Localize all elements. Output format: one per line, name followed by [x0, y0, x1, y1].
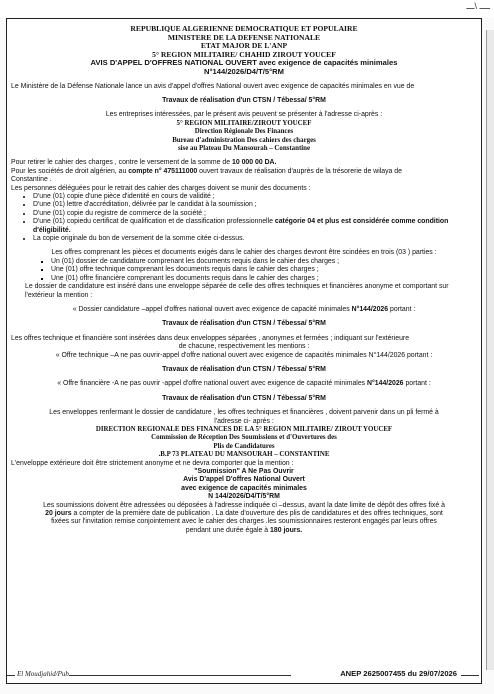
address-line-1: 5° REGION MILITAIRE/ZIROUT YOUCEF [176, 119, 312, 127]
footer-rule-right [461, 675, 479, 676]
submission-line-3: avec exigence de capacités minimales [181, 484, 307, 492]
list-item: ▪ Un (01) dossier de candidature comprenant les documents requis dans le cahier des charges ; [51, 258, 477, 266]
documents-list [11, 193, 477, 243]
withdraw-amount: 10 000 00 DA. [232, 159, 277, 167]
address-intro: Les entreprises intéressées, par le présent avis peuvent se présenter à l'adresse ci-après : [105, 111, 383, 119]
offers-parts-list [11, 258, 477, 283]
submission-line-4: N 144/2026/D4/T/5°RM [208, 493, 280, 501]
announcement-frame [6, 18, 482, 684]
tech-fin-line-2: de chacune, respectivement les mentions : [178, 343, 310, 351]
list-item: ▪ Une (01) offre technique comprenant les documents requis dans le cahier des charges ; [51, 266, 477, 274]
works-title-4: Travaux de réalisation d'un CTSN / Tébessa/ 5°RM [162, 394, 326, 402]
header-notice-title: AVIS D'APPEL D'OFFRES NATIONAL OUVERT avec exigence de capacités minimales [90, 58, 398, 68]
list-item: • D'une (01) copiedu certificat de qualification et de classification professionnelle catégorie 04 et plus est considérée comme condition d'éligibilité. [33, 218, 477, 235]
address-line-3: Bureau d'administration Des cahiers des charges [172, 136, 316, 144]
account-number: compte n° 475111000 [128, 167, 198, 175]
footer-bar [7, 669, 483, 681]
page-edge-right [486, 30, 494, 670]
mention-technical: « Offre technique –A ne pas ouvrir-appel d'offre national ouvert avec exigence de capacités minimales N°144/2026 portant : [55, 351, 433, 359]
withdraw-line-4: Les personnes déléguées pour le retrait des cahier des charges doivent se munir des documents : [11, 184, 311, 192]
closing-line-4: pendant une durée égale à 180 jours. [185, 526, 303, 534]
footer-anep-reference: ANEP 2625007455 du 29/07/2026 [340, 669, 457, 678]
list-item: • D'une (01) copie d'une pièce d'identité en cours de validité ; [33, 193, 477, 201]
footer-rule-middle [69, 675, 291, 676]
envelopes-line-2: l'adresse ci- après : [214, 417, 274, 425]
offers-intro: Les offres comprenant les pièces et documents exigés dans le cahier des charges devront être scindées en trois (03 ) parties : [51, 249, 437, 257]
submission-line-2: Avis D'appel D'offres National Ouvert [183, 476, 305, 484]
withdraw-line-2: Pour les sociétés de droit algérien, au compte n° 475111000 ouvert travaux de réalisation d'auprès de la trésorerie de wilaya de [11, 167, 402, 175]
closing-line-1: Les soumissions doivent être adressées ou déposées à l'adresse indiquée ci –dessus, avant la date limite de dépôt des offres fixé à [43, 501, 445, 509]
dossier-paragraph: Le dossier de candidature est inséré dans une enveloppe séparée de celle des offres techniques et financières anonyme et comportant sur l'extérieur la mention : [25, 283, 449, 299]
works-title-2: Travaux de réalisation d'un CTSN / Tébessa/ 5°RM [162, 320, 326, 328]
list-item: • D'une (01) copie du registre de commerce de la société ; [33, 210, 477, 218]
withdraw-line-3: Constantine . [11, 176, 52, 184]
top-strip [0, 0, 494, 18]
footer-publisher: El Moudjahid/Pub [17, 670, 69, 678]
closing-line-3: fixées sur l'invitation remise conjointement avec le cahier des charges .les soumissionnaires resteront engagés par leurs offres [51, 518, 437, 526]
footer-rule-left [7, 675, 15, 676]
works-title: Travaux de réalisation d'un CTSN / Tébessa/ 5°RM [162, 96, 326, 104]
intro-paragraph: Le Ministère de la Défense Nationale lance un avis d'appel d'offres National ouvert avec exigence de capacités minimales en vue de [11, 82, 415, 90]
final-address-3: Plis de Candidatures [213, 442, 275, 450]
address-line-4: sise au Plateau Du Mansourah – Constantine [177, 145, 311, 152]
works-title-3: Travaux de réalisation d'un CTSN / Tébessa/ 5°RM [162, 365, 326, 373]
list-item: • La copie originale du bon de versement de la somme citée ci-dessus. [33, 235, 477, 243]
address-line-2: Direction Régionale Des Finances [194, 128, 294, 136]
header-ministry: MINISTERE DE LA DEFENSE NATIONALE [167, 32, 321, 42]
header-notice-number: N°144/2026/D4/T/5°RM [204, 66, 284, 76]
announcement-content [11, 25, 477, 535]
submission-line-1: "Soumission" A Ne Pas Ouvrir [194, 468, 294, 475]
list-item: ▪ Une (01) offre financière comprenant les documents requis dans le cahier des charges ; [51, 275, 477, 283]
header-block [11, 25, 477, 77]
header-region: 5° REGION MILITAIRE/ CHAHID ZIROUT YOUCEF [152, 49, 336, 59]
envelopes-line-1: Les enveloppes renfermant le dossier de candidature , les offres techniques et financières , doivent parvenir dans un pli fermé à [49, 409, 439, 417]
final-address-2: Commission de Réception Des Soumissions et d'Ouvertures des [151, 434, 337, 442]
withdraw-line-1: Pour retirer le cahier des charges , contre le versement de la somme de 10 000 00 DA. [11, 159, 277, 167]
header-staff: ETAT MAJOR DE L'ANP [200, 41, 288, 51]
tech-fin-line-1: Les offres technique et financière sont insérées dans deux enveloppes séparées , anonymes et fermées ; indiquant sur l'extérieure [11, 334, 410, 342]
list-item: • D'une (01) lettre d'accréditation, délivrée par le candidat à la soumission ; [33, 201, 477, 209]
mention-dossier: « Dossier candidature –appel d'offres national ouvert avec exigence de capacité minimales N°144/2026 portant : [72, 305, 416, 313]
final-address-4: .B.P 73 PLATEAU DU MANSOURAH – CONSTANTINE [158, 451, 330, 459]
outer-envelope-text: L'enveloppe extérieure doit être strictement anonyme et ne devra comporter que la mention : [11, 459, 294, 467]
header-republic: REPUBLIQUE ALGERIENNE DEMOCRATIQUE ET POPULAIRE [130, 24, 358, 33]
mention-financial: « Offre financière -A ne pas ouvrir -appel d'offre national ouvert avec exigence de capacité minimales N°144/2026 portant : [57, 380, 431, 388]
top-corner-label: ــــ \ـــ [466, 1, 490, 11]
final-address-1: DIRECTION REGIONALE DES FINANCES DE LA 5° REGION MILITAIRE/ ZIROUT YOUCEF [95, 425, 393, 433]
closing-line-2: 20 jours a compter de la première date de publication . La date d'ouverture des plis de candidatures et des offres techniques, sont [45, 510, 443, 518]
